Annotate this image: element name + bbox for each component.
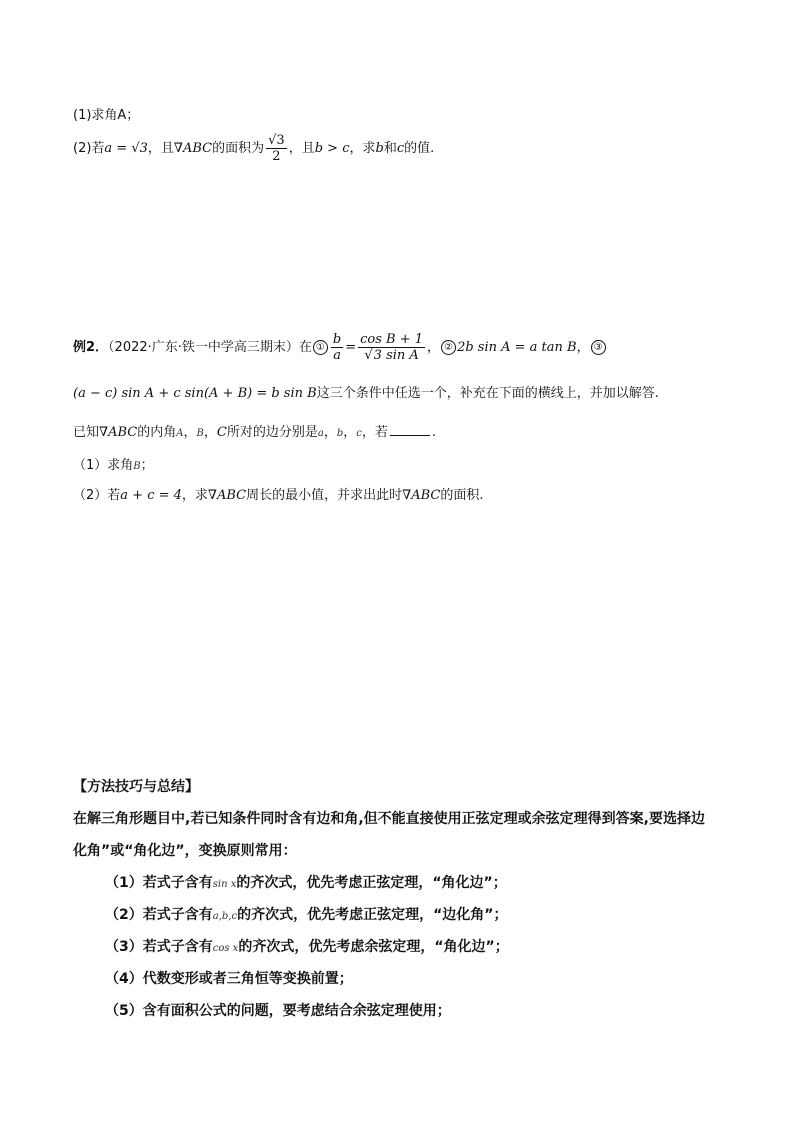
method-item-1-post: 的齐次式，优先考虑正弦定理，“角化边”； xyxy=(236,875,507,891)
sub2-expr: a + c = 4 xyxy=(120,488,182,503)
condition-3-expr: (a − c) sin A + c sin(A + B) = b sin B xyxy=(73,386,317,401)
method-item-3-pre: （3）若式子含有 xyxy=(105,939,213,955)
q1-text: (1)求角A； xyxy=(73,108,140,123)
condition-2-marker: ② xyxy=(441,340,456,355)
var-A: A xyxy=(176,428,184,439)
frac-cosB-plus-1: cos B + 1 xyxy=(360,332,424,347)
q2-text-b: ，且 xyxy=(147,141,174,156)
sep-2: ， xyxy=(576,340,590,355)
q2-expr-b-gt-c: b > c xyxy=(314,141,350,156)
q2-text-a: (2)若 xyxy=(73,141,105,156)
condition-1-marker: ① xyxy=(313,340,328,355)
method-item-2-pre: （2）若式子含有 xyxy=(105,907,213,923)
q2-text-e: ，求 xyxy=(349,141,376,156)
sub1-text-a: （1）求角 xyxy=(73,458,134,473)
frac-b: b xyxy=(332,332,342,347)
example-2-source: （2022·广东·铁一中学高三期末）在 xyxy=(108,340,312,355)
given-text-d: ，若 xyxy=(361,425,388,440)
method-item-1-math: sin x xyxy=(212,879,237,890)
given-text-b: 的内角 xyxy=(137,425,177,440)
given-triangle: ∇ABC xyxy=(99,425,138,440)
condition-1-frac-ba xyxy=(331,332,343,363)
sub2-text-b: ，求 xyxy=(181,488,208,503)
equals-sign: = xyxy=(345,340,357,355)
method-heading: 【方法技巧与总结】 xyxy=(73,779,199,795)
q2-text-f: 和 xyxy=(383,141,397,156)
comma-4: ， xyxy=(343,425,357,440)
q2-frac-num: √3 xyxy=(268,133,285,148)
sub2-text-d: 的面积. xyxy=(440,488,484,503)
method-item-3 xyxy=(105,936,509,956)
method-item-2-math: a,b,c xyxy=(212,911,238,922)
q2-var-c: c xyxy=(396,141,405,156)
q2-triangle: ∇ABC xyxy=(173,141,213,156)
method-item-1 xyxy=(105,872,507,892)
method-item-3-math: cos x xyxy=(212,943,239,954)
frac-a: a xyxy=(333,348,341,363)
method-item-5 xyxy=(105,1000,451,1020)
q2-var-b: b xyxy=(375,141,384,156)
method-item-3-post: 的齐次式，优先考虑余弦定理，“角化边”； xyxy=(238,939,509,955)
sqrt-3: 3 xyxy=(373,348,382,363)
q2-text-g: 的值. xyxy=(404,141,435,156)
condition-2-expr: 2b sin A = a tan B xyxy=(457,340,577,355)
q2-area-fraction xyxy=(266,133,287,164)
q2-frac-den: 2 xyxy=(272,149,281,164)
question-1-line xyxy=(73,104,139,123)
frac-sqrt3-sinA: √3 sin A xyxy=(364,348,419,363)
method-item-5-text: （5）含有面积公式的问题，要考虑结合余弦定理使用； xyxy=(105,1003,451,1019)
var-b: b xyxy=(336,428,344,439)
example-2-line-2 xyxy=(73,382,659,401)
choose-condition-text: 这三个条件中任选一个，补充在下面的横线上，并加以解答. xyxy=(316,386,659,401)
q2-text-c: 的面积为 xyxy=(212,141,265,156)
method-item-2 xyxy=(105,904,507,924)
comma-3: ， xyxy=(323,425,337,440)
q2-expr-a-sqrt3: a = √3 xyxy=(104,141,148,156)
sub2-triangle-2: ∇ABC xyxy=(402,488,441,503)
sub2-text-a: （2）若 xyxy=(73,488,121,503)
given-end: . xyxy=(431,425,437,440)
condition-1-frac-cos xyxy=(358,332,425,363)
q2-text-d: ，且 xyxy=(288,141,315,156)
condition-3-marker: ③ xyxy=(591,340,606,355)
example-2-sub-1 xyxy=(73,454,154,473)
sub2-text-c: 周长的最小值，并求出此时 xyxy=(246,488,403,503)
sub1-text-b: ； xyxy=(140,458,154,473)
example-2-given-line xyxy=(73,421,436,440)
sub1-var-B: B xyxy=(133,461,141,472)
method-item-4-text: （4）代数变形或者三角恒等变换前置； xyxy=(105,971,353,987)
method-item-4 xyxy=(105,968,353,988)
answer-blank[interactable] xyxy=(390,423,430,436)
comma-2: ， xyxy=(203,425,217,440)
var-a: a xyxy=(317,428,324,439)
var-C: C xyxy=(216,425,227,440)
given-text-a: 已知 xyxy=(73,425,100,440)
var-c: c xyxy=(356,428,362,439)
method-intro-1: 在解三角形题目中,若已知条件同时含有边和角,但不能直接使用正弦定理或余弦定理得到答案,要选择边 xyxy=(73,811,705,827)
question-2-line xyxy=(73,133,434,164)
sinA: sin A xyxy=(386,348,419,363)
given-text-c: 所对的边分别是 xyxy=(226,425,318,440)
method-item-1-pre: （1）若式子含有 xyxy=(105,875,213,891)
example-2-label: 例2． xyxy=(73,340,109,355)
var-B: B xyxy=(196,428,204,439)
method-item-2-post: 的齐次式，优先考虑正弦定理，“边化角”； xyxy=(237,907,508,923)
example-2-sub-2 xyxy=(73,484,484,503)
sub2-triangle-1: ∇ABC xyxy=(207,488,247,503)
sep-1: ， xyxy=(427,340,441,355)
method-intro-2: 化角”或“角化边”，变换原则常用： xyxy=(73,843,297,859)
example-2-line-1 xyxy=(73,332,607,363)
comma-1: ， xyxy=(183,425,197,440)
